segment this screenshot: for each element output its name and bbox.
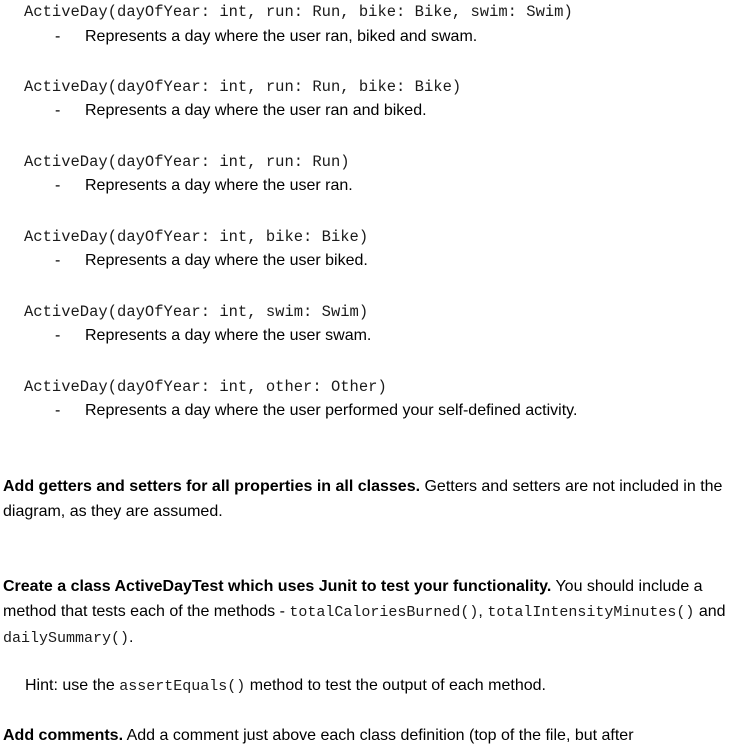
assert-equals-code: assertEquals()	[119, 678, 246, 695]
comments-heading: Add comments.	[3, 727, 124, 744]
bullet-dash: -	[55, 177, 61, 194]
getters-setters-heading: Add getters and setters for all properties in all classes.	[3, 478, 421, 495]
constructor-signature: ActiveDay(dayOfYear: int, bike: Bike)	[24, 228, 369, 246]
separator: ,	[478, 603, 483, 620]
method-total-intensity-minutes: totalIntensityMinutes()	[487, 604, 695, 621]
comments-text: Add a comment just above each class definition (top of the file, but after	[123, 727, 634, 744]
description-text: Represents a day where the user ran and biked.	[85, 102, 427, 119]
constructor-description	[55, 27, 477, 47]
comments-paragraph	[3, 723, 734, 748]
conjunction: and	[694, 603, 726, 620]
description-text: Represents a day where the user biked.	[85, 252, 368, 269]
getters-setters-text: Getters and setters are not included in the diagram, as they are assumed.	[3, 478, 723, 520]
constructor-description	[55, 101, 427, 121]
test-class-heading: Create a class ActiveDayTest which uses Junit to test your functionality.	[3, 578, 552, 595]
constructor-description	[55, 176, 353, 196]
description-text: Represents a day where the user ran.	[85, 177, 353, 194]
getters-setters-paragraph	[3, 474, 734, 524]
constructor-signature: ActiveDay(dayOfYear: int, swim: Swim)	[24, 303, 369, 321]
constructor-description	[55, 326, 371, 346]
bullet-dash: -	[55, 252, 61, 269]
method-total-calories-burned: totalCaloriesBurned()	[289, 604, 479, 621]
period: .	[129, 629, 134, 646]
bullet-dash: -	[55, 402, 61, 419]
description-text: Represents a day where the user swam.	[85, 327, 372, 344]
description-text: Represents a day where the user ran, biked and swam.	[85, 28, 478, 45]
test-class-text: You should include a method that tests each of the methods -	[3, 578, 703, 620]
description-text: Represents a day where the user performed your self-defined activity.	[85, 402, 578, 419]
constructor-description	[55, 401, 577, 421]
test-class-paragraph	[3, 574, 734, 651]
hint-prefix: Hint: use the	[25, 677, 120, 694]
constructor-signature: ActiveDay(dayOfYear: int, run: Run, bike: Bike)	[24, 78, 462, 96]
method-daily-summary: dailySummary()	[3, 630, 130, 647]
hint-suffix: method to test the output of each method.	[245, 677, 546, 694]
hint-line	[25, 676, 546, 697]
constructor-signature: ActiveDay(dayOfYear: int, run: Run)	[24, 153, 350, 171]
constructor-signature: ActiveDay(dayOfYear: int, run: Run, bike: Bike, swim: Swim)	[24, 3, 573, 21]
bullet-dash: -	[55, 327, 61, 344]
constructor-description	[55, 251, 368, 271]
constructor-signature: ActiveDay(dayOfYear: int, other: Other)	[24, 378, 387, 396]
bullet-dash: -	[55, 28, 61, 45]
bullet-dash: -	[55, 102, 61, 119]
